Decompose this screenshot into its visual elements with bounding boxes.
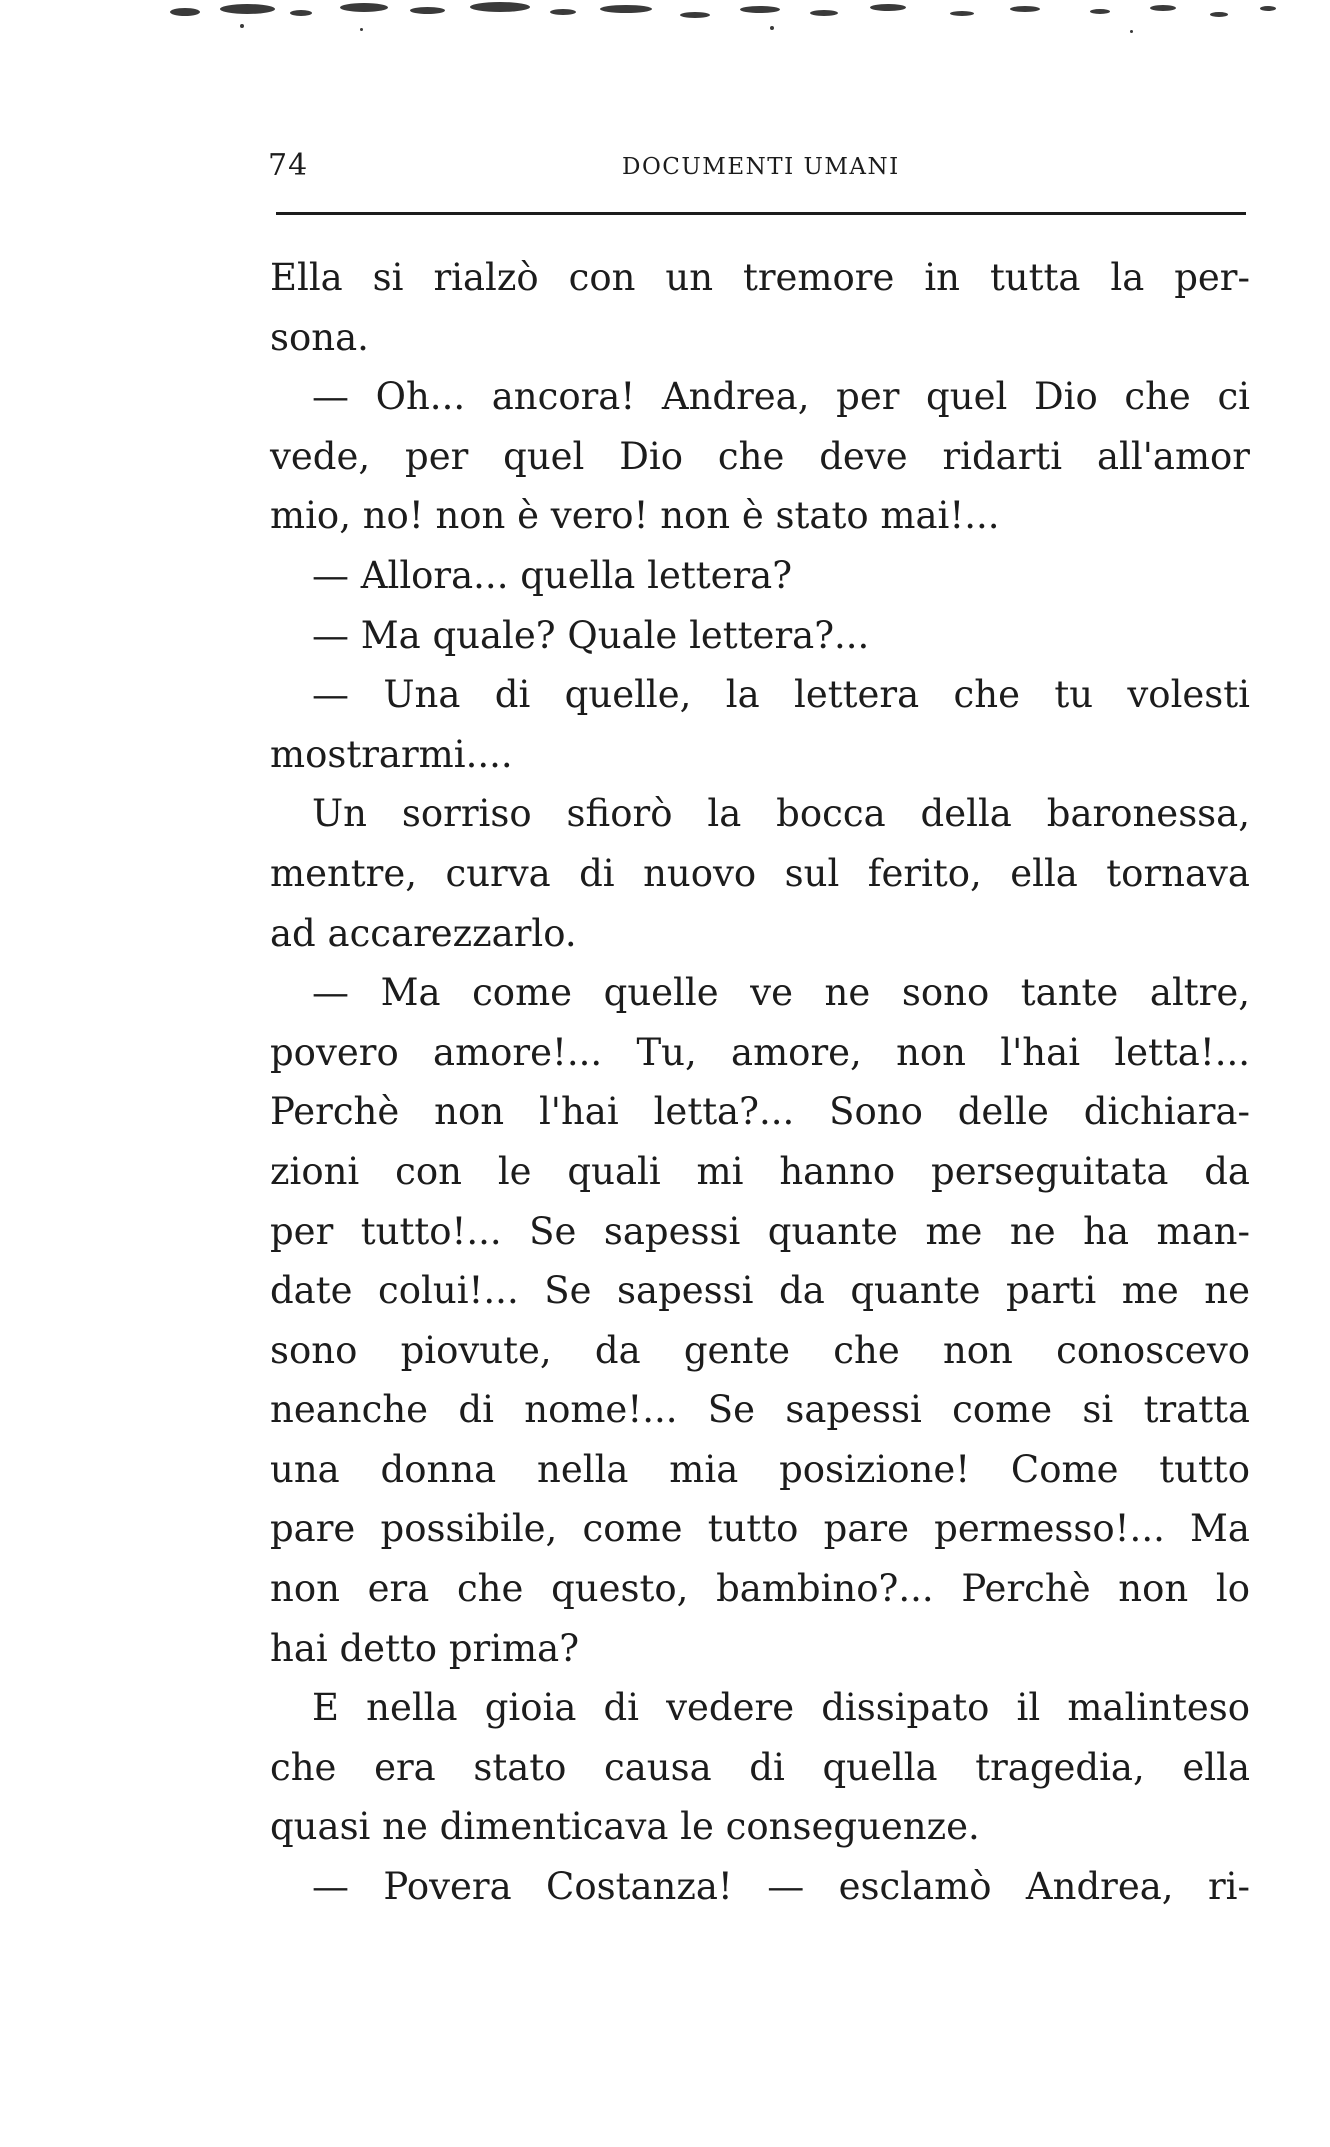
text-line: hai detto prima? — [270, 1626, 580, 1670]
text-line: non era che questo, bambino?... Perchè non lo — [270, 1567, 1250, 1611]
text-line: ad accarezzarlo. — [270, 911, 577, 955]
text-line: zioni con le quali mi hanno perseguitata da — [270, 1149, 1250, 1193]
text-line: E nella gioia di vedere dissipato il malinteso — [312, 1686, 1250, 1730]
text-line: neanche di nome!... Se sapessi come si tratta — [270, 1388, 1250, 1432]
header-rule — [276, 212, 1246, 215]
text-line: — Oh... ancora! Andrea, per quel Dio che ci — [312, 375, 1250, 419]
text-line: mostrarmi.... — [270, 732, 513, 776]
text-line: quasi ne dimenticava le conseguenze. — [270, 1805, 980, 1849]
text-line: Un sorriso sfiorò la bocca della baronessa, — [312, 792, 1250, 836]
text-line: mentre, curva di nuovo sul ferito, ella tornava — [270, 851, 1250, 895]
text-line: una donna nella mia posizione! Come tutto — [270, 1447, 1250, 1491]
body-text — [270, 248, 1250, 1917]
text-line: che era stato causa di quella tragedia, ella — [270, 1745, 1250, 1789]
page-header — [268, 148, 1248, 192]
text-line: — Ma quale? Quale lettera?... — [312, 613, 870, 657]
text-line: sona. — [270, 315, 369, 359]
text-line: Ella si rialzò con un tremore in tutta la per- — [270, 256, 1250, 299]
text-line: pare possibile, come tutto pare permesso!... Ma — [270, 1507, 1250, 1551]
running-title: DOCUMENTI UMANI — [622, 154, 900, 180]
text-line: date colui!... Se sapessi da quante parti me ne — [270, 1269, 1250, 1313]
scan-edge-noise — [150, 0, 1290, 40]
text-line: per tutto!... Se sapessi quante me ne ha man- — [270, 1209, 1250, 1253]
text-line: Perchè non l'hai letta?... Sono delle dichiara- — [270, 1090, 1250, 1134]
text-line: sono piovute, da gente che non conoscevo — [270, 1328, 1250, 1372]
text-line: — Una di quelle, la lettera che tu volesti — [312, 673, 1250, 717]
text-line: — Ma come quelle ve ne sono tante altre, — [312, 971, 1250, 1015]
text-line: povero amore!... Tu, amore, non l'hai letta!... — [270, 1030, 1250, 1074]
page-number: 74 — [268, 148, 309, 183]
text-line: vede, per quel Dio che deve ridarti all'amor — [270, 434, 1250, 478]
text-line: — Povera Costanza! — esclamò Andrea, ri- — [312, 1865, 1250, 1909]
text-line: — Allora... quella lettera? — [312, 553, 793, 597]
text-line: mio, no! non è vero! non è stato mai!... — [270, 494, 1000, 538]
